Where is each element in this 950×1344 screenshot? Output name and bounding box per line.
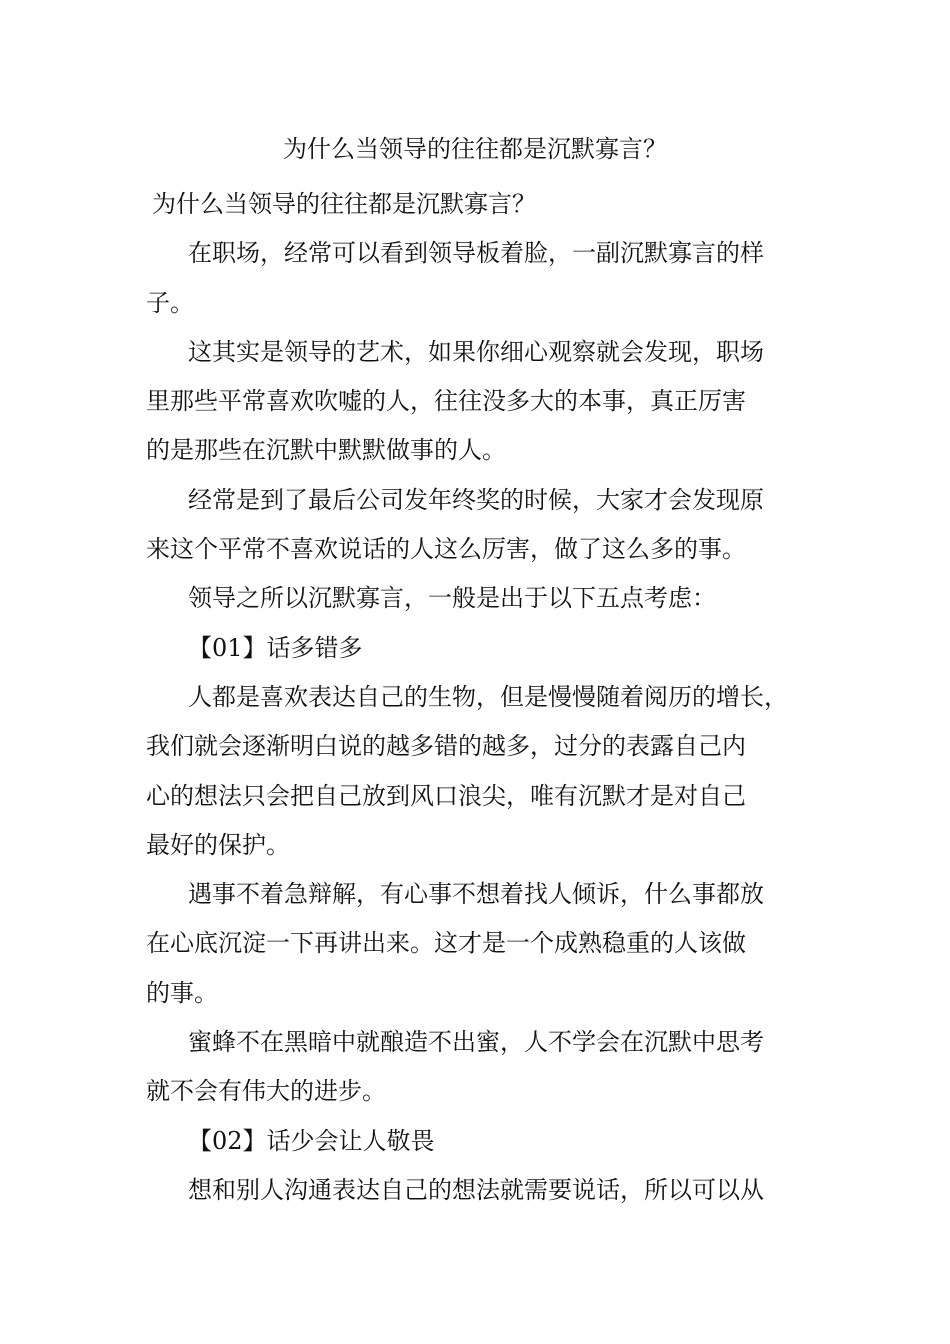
text-line: 经常是到了最后公司发年终奖的时候，大家才会发现原 [188,485,764,514]
text-line: 在心底沉淀一下再讲出来。这才是一个成熟稳重的人该做 [146,929,746,958]
text-line: 这其实是领导的艺术，如果你细心观察就会发现，职场 [188,337,764,366]
document-body [146,180,818,1215]
text-line: 遇事不着急辩解，有心事不想着找人倾诉，什么事都放 [188,880,764,909]
text-line: 来这个平常不喜欢说话的人这么厉害，做了这么多的事。 [146,535,746,564]
text-line: 就不会有伟大的进步。 [146,1077,386,1106]
section-heading: 【02】话少会让人敬畏 [188,1126,435,1155]
text-line: 人都是喜欢表达自己的生物，但是慢慢随着阅历的增长， [188,682,788,711]
text-line: 领导之所以沉默寡言，一般是出于以下五点考虑： [188,584,716,613]
text-line: 里那些平常喜欢吹嘘的人，往往没多大的本事，真正厉害 [146,387,746,416]
text-line: 想和别人沟通表达自己的想法就需要说话，所以可以从 [188,1175,764,1204]
text-line: 的事。 [146,978,218,1007]
document-subtitle: 为什么当领导的往往都是沉默寡言？ [152,190,536,218]
section-heading: 【01】话多错多 [188,633,363,662]
text-line: 的是那些在沉默中默默做事的人。 [146,436,506,465]
text-line: 心的想法只会把自己放到风口浪尖，唯有沉默才是对自己 [146,781,746,810]
text-line: 在职场，经常可以看到领导板着脸，一副沉默寡言的样 [188,239,764,268]
text-line: 子。 [146,288,194,317]
document-title: 为什么当领导的往往都是沉默寡言？ [283,135,667,163]
text-line: 我们就会逐渐明白说的越多错的越多，过分的表露自己内 [146,732,746,761]
text-line: 最好的保护。 [146,830,290,859]
text-line: 蜜蜂不在黑暗中就酿造不出蜜，人不学会在沉默中思考 [188,1028,764,1057]
